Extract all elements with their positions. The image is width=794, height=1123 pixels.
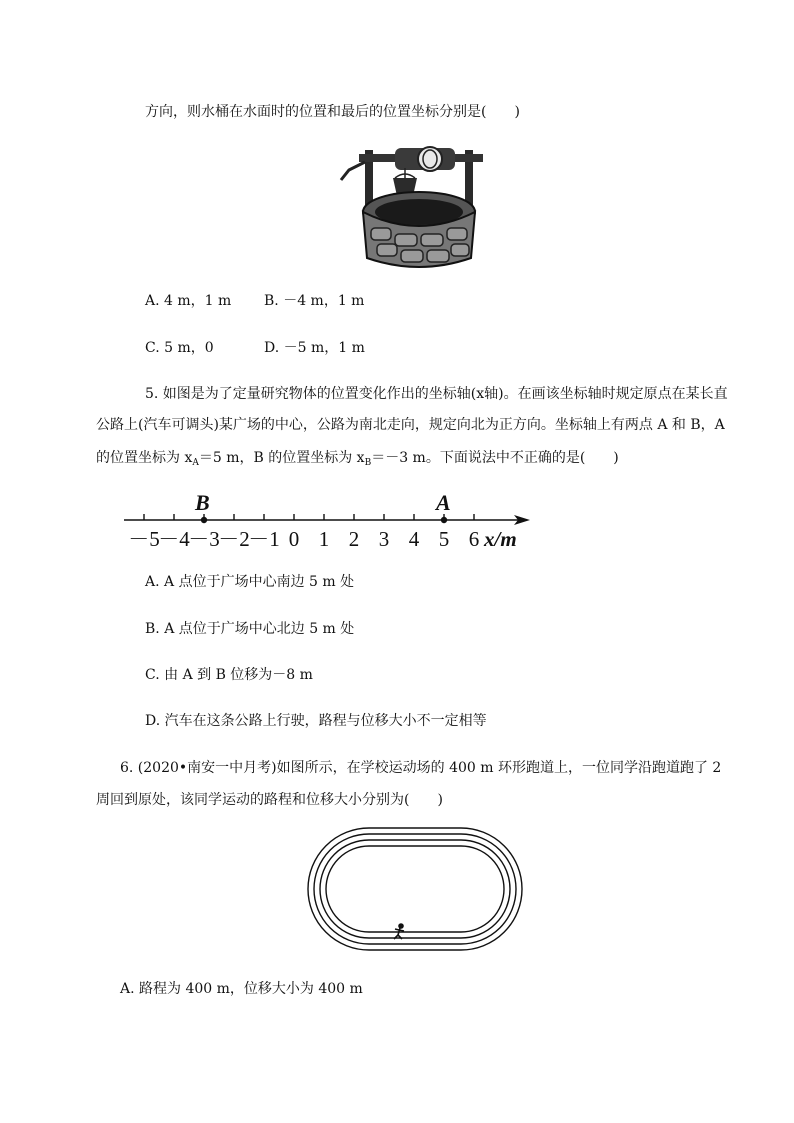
axis-tick-label: 0 <box>288 527 300 551</box>
point-b-dot <box>201 517 207 523</box>
q4-option-a: A. 4 m，1 m <box>145 293 232 309</box>
q5-line-1: 5. 如图是为了定量研究物体的位置变化作出的坐标轴(x轴)。在画该坐标轴时规定原点在某长直 <box>145 386 728 402</box>
point-a-dot <box>441 517 447 523</box>
point-b-label: B <box>195 490 210 515</box>
axis-tick-label: 2 <box>348 527 360 551</box>
axis-tick-label: －2 <box>218 527 250 551</box>
axis-tick-label: 5 <box>438 527 450 551</box>
q4-stem-tail: 方向，则水桶在水面时的位置和最后的位置坐标分别是( ) <box>145 104 520 120</box>
q5-line-3: 的位置坐标为 $x_A=5$ m，B 的位置坐标为 $x_B=-3$ m。下面说法中不正确的是( ) <box>96 450 619 468</box>
axis-tick-label: －4 <box>158 527 190 551</box>
axis-tick-label: 4 <box>408 527 420 551</box>
q5-line-2: 公路上(汽车可调头)某广场的中心，公路为南北走向，规定向北为正方向。坐标轴上有两点 A 和 B，A <box>96 417 725 433</box>
axis-tick-label: －1 <box>248 527 280 551</box>
axis-tick-label: －3 <box>188 527 220 551</box>
q5-option-c: C. 由 A 到 B 位移为－8 m <box>145 667 313 683</box>
q4-option-d: D. －5 m，1 m <box>264 340 365 356</box>
q6-option-a: A. 路程为 400 m，位移大小为 400 m <box>120 981 363 997</box>
number-axis <box>118 485 538 553</box>
axis-unit-label: x/m <box>484 527 517 551</box>
q5-option-b: B. A 点位于广场中心北边 5 m 处 <box>145 621 355 637</box>
axis-tick-label: －5 <box>128 527 160 551</box>
well-illustration <box>335 140 490 272</box>
q5-option-a: A. A 点位于广场中心南边 5 m 处 <box>145 574 355 590</box>
q5-option-d: D. 汽车在这条公路上行驶，路程与位移大小不一定相等 <box>145 713 487 729</box>
q6-line-1: 6. (2020•南安一中月考)如图所示，在学校运动场的 400 m 环形跑道上，一位同学沿跑道跑了 2 <box>120 760 722 776</box>
q6-line-2: 周回到原处，该同学运动的路程和位移大小分别为( ) <box>96 792 443 808</box>
axis-tick-label: 3 <box>378 527 390 551</box>
running-track <box>305 825 527 955</box>
q4-option-c: C. 5 m，0 <box>145 340 214 356</box>
axis-tick-label: 1 <box>318 527 330 551</box>
point-a-label: A <box>436 490 451 515</box>
q4-option-b: B. －4 m，1 m <box>264 293 365 309</box>
axis-tick-label: 6 <box>468 527 480 551</box>
